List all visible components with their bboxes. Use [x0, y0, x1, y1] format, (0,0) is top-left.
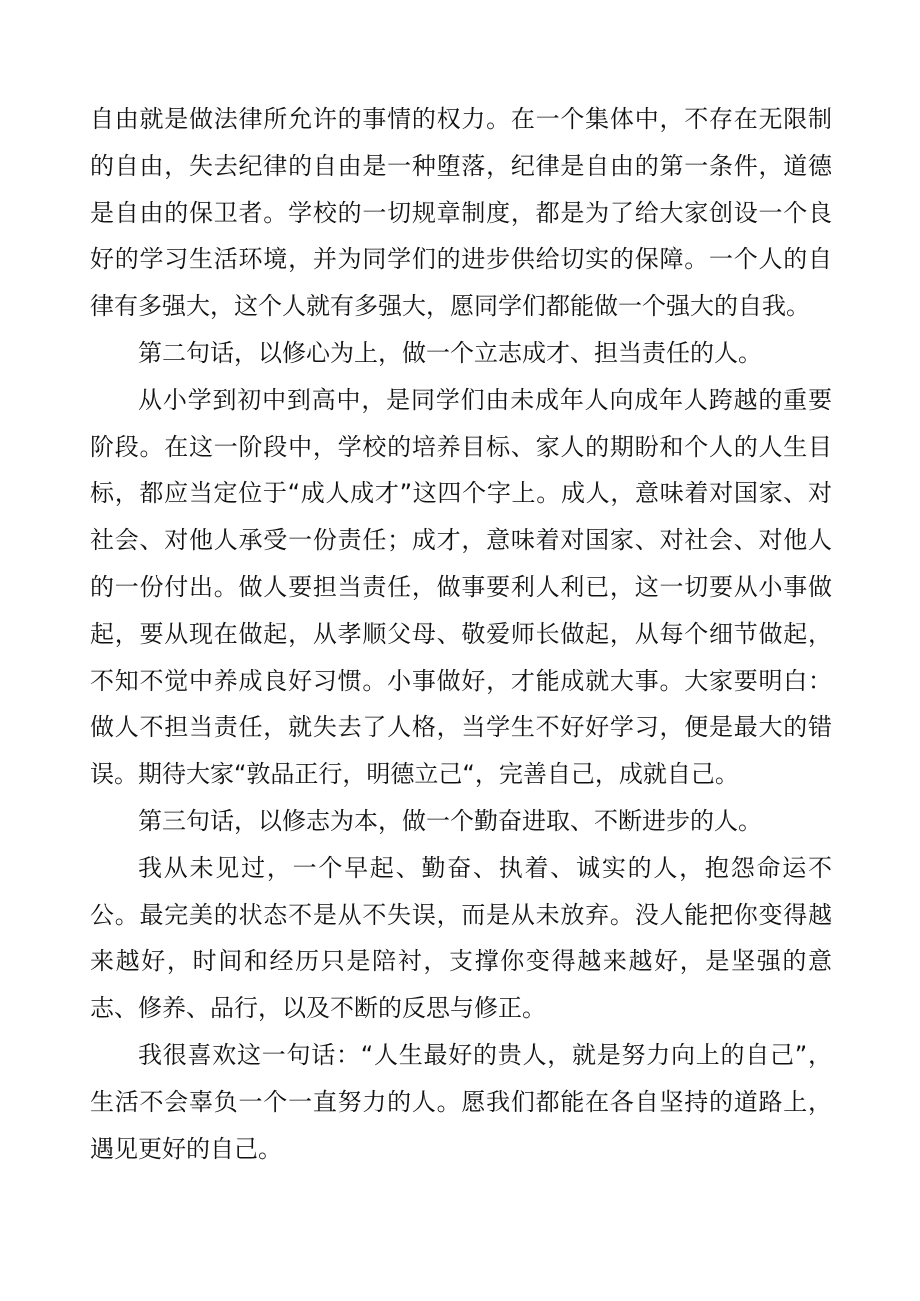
- paragraph-growth: 从小学到初中到高中，是同学们由未成年人向成年人跨越的重要阶段。在这一阶段中，学校的培养目标、家人的期盼和个人的人生目标，都应当定位于“成人成才”这四个字上。成人，意味着对国家、对社会、对他人承受一份责任；成才，意味着对国家、对社会、对他人的一份付出。做人要担当责任，做事要利人利已，这一切要从小事做起，要从现在做起，从孝顺父母、敬爱师长做起，从每个细节做起，不知不觉中养成良好习惯。小事做好，才能成就大事。大家要明白：做人不担当责任，就失去了人格，当学生不好好学习，便是最大的错误。期待大家“敦品正行，明德立己“，完善自己，成就自己。: [90, 385, 832, 789]
- paragraph-second-saying: 第二句话，以修心为上，做一个立志成才、担当责任的人。: [138, 338, 762, 367]
- paragraph-freedom: 自由就是做法律所允许的事情的权力。在一个集体中，不存在无限制的自由，失去纪律的自由是一种堕落，纪律是自由的第一条件，道德是自由的保卫者。学校的一切规章制度，都是为了给大家创设一个良好的学习生活环境，并为同学们的进步供给切实的保障。一个人的自律有多强大，这个人就有多强大，愿同学们都能做一个强大的自我。: [90, 105, 832, 321]
- paragraph-third-saying: 第三句话，以修志为本，做一个勤奋进取、不断进步的人。: [138, 806, 762, 835]
- document-body: [90, 96, 832, 1172]
- paragraph-perseverance: 我从未见过，一个早起、勤奋、执着、诚实的人，抱怨命运不公。最完美的状态不是从不失误，而是从未放弃。没人能把你变得越来越好，时间和经历只是陪衬，支撑你变得越来越好，是坚强的意志、修养、品行，以及不断的反思与修正。: [90, 853, 832, 1023]
- paragraph-closing-quote: 我很喜欢这一句话：“人生最好的贵人，就是努力向上的自己”，生活不会辜负一个一直努力的人。愿我们都能在各自坚持的道路上，遇见更好的自己。: [90, 1040, 832, 1163]
